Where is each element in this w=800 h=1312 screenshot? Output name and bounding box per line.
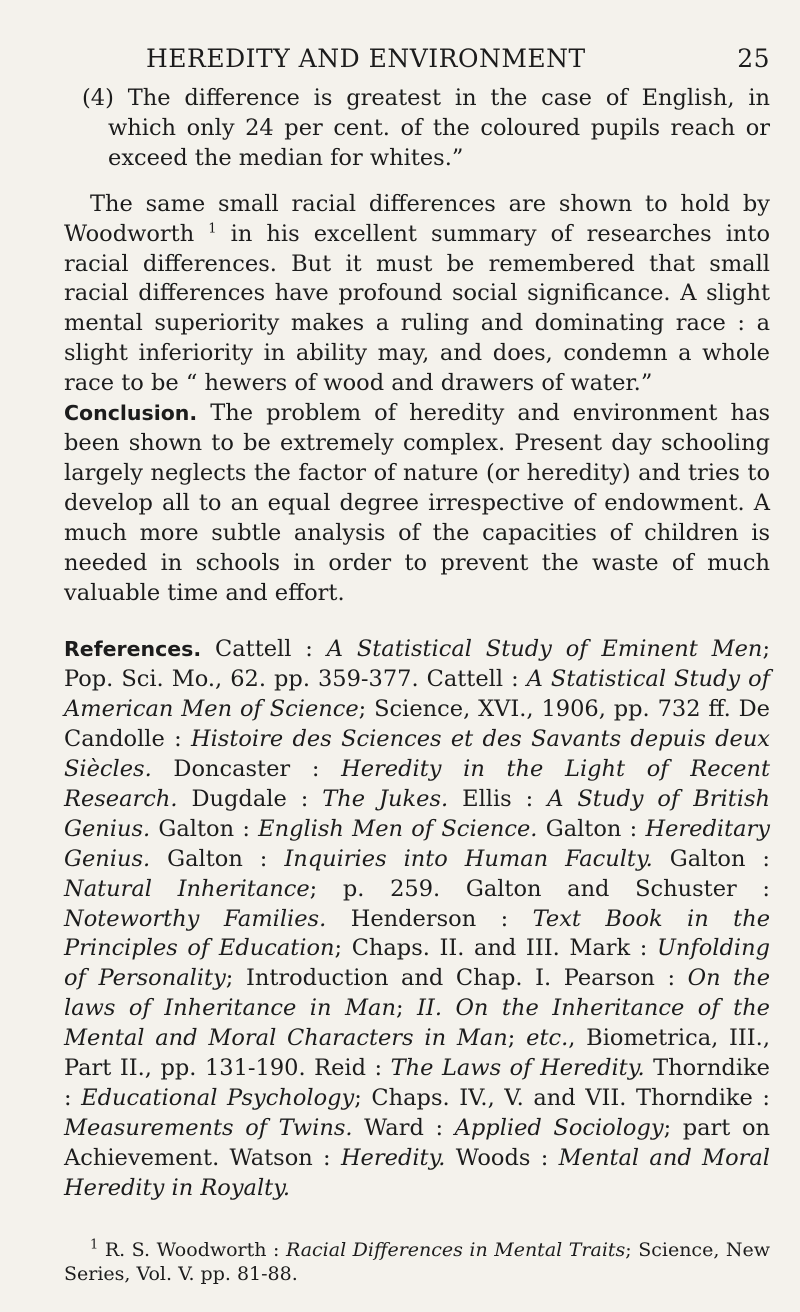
reference-text: ; (507, 1025, 516, 1052)
reference-title: Text Book in the Principles of Education (64, 905, 771, 962)
reference-title: A Statistical Study of Eminent Men (326, 636, 763, 663)
reference-title: Inquiries into Human Faculty. (284, 845, 653, 872)
conclusion-text: The problem of heredity and environment has been shown to be extremely complex. Present day schooling largely neglects the factor of nature (or heredity) and tries to develop all to an equal degree irrespective of endowment. A much more subtle analysis of the capacities of children is needed in schools in order to prevent the waste of much valuable time and effort. (64, 400, 770, 606)
reference-text: Galton : (158, 815, 250, 842)
references-paragraph (64, 635, 770, 1203)
running-title: HEREDITY AND ENVIRONMENT (146, 44, 586, 73)
reference-text: ; p. 259. Galton and Schuster : (309, 875, 770, 902)
reference-title: The Jukes. (322, 785, 449, 812)
footnote-reference: 1 (208, 221, 217, 237)
reference-text: Doncaster : (173, 756, 320, 783)
reference-text: ; part on Achievement. Watson : (64, 1114, 770, 1171)
references-heading: References. (64, 637, 202, 662)
reference-text: ; Pop. Sci. Mo., 62. pp. 359-377. Cattell : (64, 636, 771, 693)
reference-title: Mental and Moral Heredity in Royalty. (64, 1144, 770, 1201)
reference-title: Natural Inheritance (64, 875, 310, 902)
quote-paragraph (64, 84, 770, 174)
conclusion-heading: Conclusion. (64, 401, 198, 426)
footnote-text: ; Science, New Series, Vol. V. pp. 81-88. (64, 1239, 771, 1285)
footnote-number: 1 (90, 1237, 99, 1253)
racial-differences-paragraph (64, 190, 770, 399)
footnote-title: Racial Differences in Mental Traits (285, 1239, 626, 1261)
reference-title: Applied Sociology (454, 1114, 664, 1141)
reference-title: English Men of Science. (258, 815, 538, 842)
quote-marker: (4) (82, 85, 114, 111)
footnote-text: R. S. Woodworth : (104, 1239, 280, 1261)
reference-text: ; Introduction and Chap. I. Pearson : (225, 965, 676, 992)
reference-text: Thorndike : (64, 1055, 770, 1111)
reference-title: Noteworthy Families. (64, 905, 327, 932)
reference-title: Heredity. (340, 1144, 446, 1171)
reference-title: Histoire des Sciences et des Savants depuis deux Siècles. (64, 726, 770, 783)
page-number: 25 (737, 44, 770, 73)
reference-text: Woods : (455, 1144, 549, 1171)
reference-text: ; Science, XVI., 1906, pp. 732 ff. De Candolle : (64, 696, 770, 753)
quote-text: The difference is greatest in the case of English, in which only 24 per cent. of the coloured pupils reach or exceed the median for whites.” (108, 85, 771, 171)
main-text (64, 84, 770, 1204)
reference-text: Dugdale : (191, 785, 309, 812)
reference-title: A Study of British Genius. (64, 785, 770, 842)
reference-title: A Statistical Study of American Men of Science (64, 666, 770, 723)
reference-text: Ellis : (462, 785, 534, 812)
reference-text: Galton : (167, 845, 268, 872)
reference-title: etc. (526, 1025, 569, 1052)
reference-text: ; Chaps. IV., V. and VII. Thorndike : (354, 1085, 770, 1111)
reference-text: Henderson : (350, 905, 509, 932)
footnotes (64, 1238, 770, 1286)
reference-text: , Biometrica, III., Part II., pp. 131-190. Reid : (64, 1025, 770, 1082)
footnote (64, 1238, 770, 1286)
reference-title: On the laws of Inheritance in Man (64, 965, 771, 1022)
reference-title: Heredity in the Light of Recent Research. (64, 756, 771, 812)
reference-title: Measurements of Twins. (64, 1114, 353, 1141)
reference-title: Educational Psychology (81, 1085, 355, 1111)
reference-title: The Laws of Heredity. (390, 1055, 645, 1082)
reference-text: Galton : (545, 815, 638, 842)
reference-text: Ward : (364, 1114, 444, 1141)
reference-text: ; Chaps. II. and III. Mark : (334, 935, 648, 962)
reference-title: Unfolding of Personality (64, 935, 770, 992)
paragraph-text-end: in his excellent summary of researches into racial differences. But it must be remembered that small racial differences have profound social significance. A slight mental superiority makes a ruling and dominating race : a slight inferiority in ability may, and does, condemn a whole race to be “ hewers of wood and drawers of water.” (64, 220, 770, 397)
reference-text: Galton : (669, 845, 771, 872)
conclusion-paragraph (64, 399, 770, 608)
reference-title: II. On the Inheritance of the Mental and Moral Characters in Man (64, 995, 771, 1052)
paragraph-text-start: The same small racial differences are shown to hold by Woodworth (64, 190, 770, 247)
reference-title: Hereditary Genius. (64, 815, 770, 872)
reference-text: ; (395, 995, 404, 1022)
reference-text: Cattell : (215, 636, 313, 663)
running-header (64, 44, 770, 78)
